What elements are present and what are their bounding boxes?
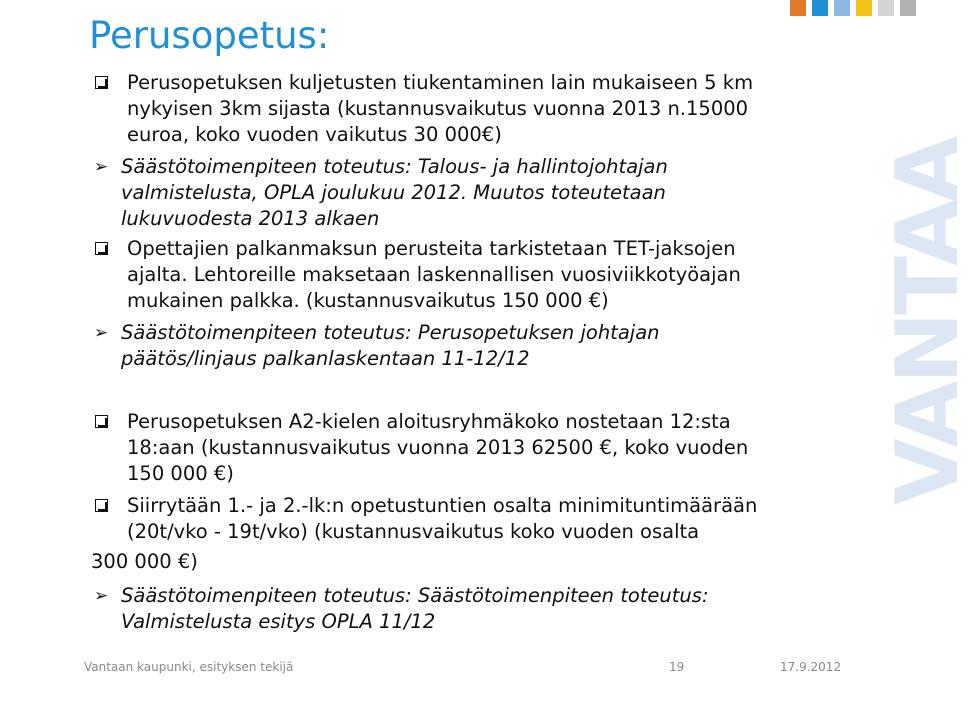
text-line: Valmistelusta esitys OPLA 11/12 — [121, 610, 436, 633]
bullet-item-a2-kieli — [0, 409, 860, 487]
arrow-item-toteutus-3 — [0, 583, 860, 635]
footer-page-number: 19 — [669, 660, 685, 674]
text-line: Siirrytään 1.- ja 2.-lk:n opetustuntien osalta minimituntimäärään — [127, 494, 758, 517]
text-line: nykyisen 3km sijasta (kustannusvaikutus vuonna 2013 n.15000 — [127, 97, 749, 120]
corner-squares — [790, 0, 916, 16]
text-line: Säästötoimenpiteen toteutus: Perusopetuksen johtajan — [121, 321, 660, 344]
text-line: 150 000 €) — [127, 462, 234, 485]
text-line: (20t/vko - 19t/vko) (kustannusvaikutus koko vuoden osalta — [127, 520, 700, 543]
corner-square — [900, 0, 916, 16]
text-line: 18:aan (kustannusvaikutus vuonna 2013 62500 €, koko vuoden — [127, 436, 749, 459]
text-line: Opettajien palkanmaksun perusteita tarkistetaan TET-jaksojen — [127, 237, 736, 260]
text-line: 300 000 €) — [91, 550, 198, 573]
arrow-item-toteutus-2 — [0, 320, 860, 372]
arrow-icon: ➢ — [94, 157, 109, 177]
text-line: euroa, koko vuoden vaikutus 30 000€) — [127, 123, 502, 146]
corner-square — [878, 0, 894, 16]
checkbox-icon — [95, 415, 108, 428]
text-line: valmistelusta, OPLA joulukuu 2012. Muutos toteutetaan — [121, 181, 666, 204]
text-line: Säästötoimenpiteen toteutus: Säästötoimenpiteen toteutus: — [121, 584, 709, 607]
bullet-item-palkanmaksu — [0, 236, 860, 314]
arrow-icon: ➢ — [94, 586, 109, 606]
bullet-item-kuljetukset — [0, 70, 860, 148]
vantaa-watermark: VANTAA — [878, 138, 978, 505]
continuation-line — [0, 549, 860, 575]
corner-square — [834, 0, 850, 16]
text-line: mukainen palkka. (kustannusvaikutus 150 000 €) — [127, 289, 609, 312]
text-line: Perusopetuksen A2-kielen aloitusryhmäkoko nostetaan 12:sta — [127, 410, 731, 433]
bullet-item-minimituntimaara — [0, 493, 860, 545]
checkbox-icon — [95, 242, 108, 255]
text-line: ajalta. Lehtoreille maksetaan laskennallisen vuosiviikkotyöajan — [127, 263, 741, 286]
text-line: päätös/linjaus palkanlaskentaan 11-12/12 — [121, 347, 530, 370]
footer-date: 17.9.2012 — [780, 660, 842, 674]
corner-square — [856, 0, 872, 16]
corner-square — [790, 0, 806, 16]
checkbox-icon — [95, 76, 108, 89]
checkbox-icon — [95, 499, 108, 512]
arrow-item-toteutus-1 — [0, 154, 860, 232]
text-line: Säästötoimenpiteen toteutus: Talous- ja hallintojohtajan — [121, 155, 668, 178]
footer-presenter: Vantaan kaupunki, esityksen tekijä — [84, 660, 294, 674]
arrow-icon: ➢ — [94, 323, 109, 343]
text-line: lukuvuodesta 2013 alkaen — [121, 207, 380, 230]
slide-title: Perusopetus: — [89, 14, 330, 57]
text-line: Perusopetuksen kuljetusten tiukentaminen lain mukaiseen 5 km — [127, 71, 754, 94]
corner-square — [812, 0, 828, 16]
